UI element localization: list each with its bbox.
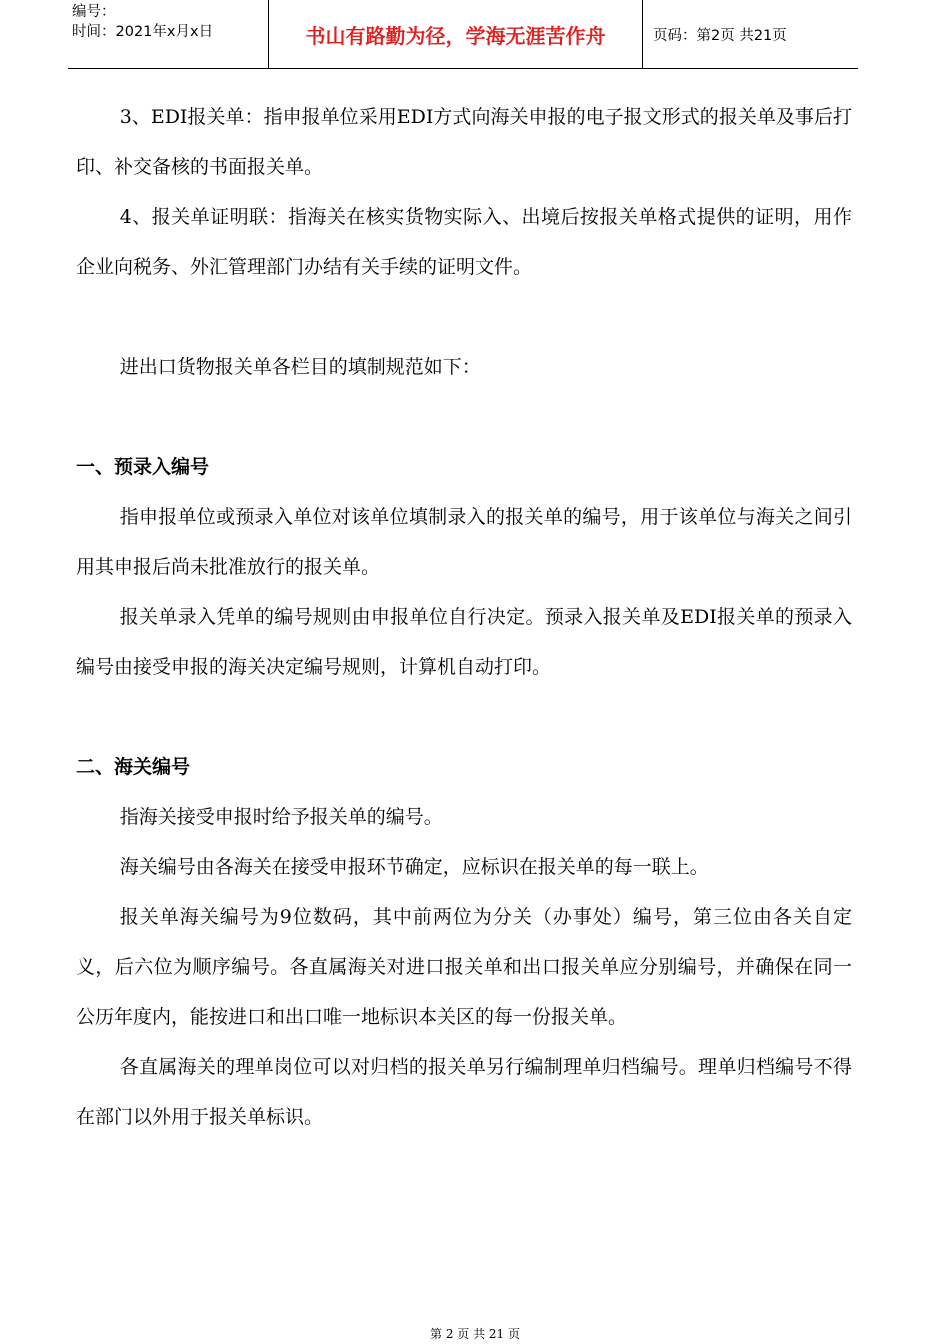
page-header — [68, 0, 858, 69]
number-label: 编号： — [72, 4, 116, 20]
paragraph-edi-line2: 关单及事后打印、补交备核的书面报关单。 — [76, 106, 852, 178]
paragraph-edi — [76, 92, 852, 192]
section-heading-1: 一、预录入编号 — [76, 456, 210, 478]
section2-paragraph3: 报关单海关编号为9位数码，其中前两位为分关（办事处）编号，第三位由各关自定义，后六位为顺序编号。各直属海关对进口报关单和出口报关单应分别编号，并确保在同一公历年度内，能按进口和出口唯一地标识本关区的每一份报关单。 — [76, 906, 852, 1028]
time-label: 时间：2021年x月x日 — [72, 24, 214, 40]
paragraph-certificate-line1: 4、报关单证明联：指海关在核实货物实际入、出境后按报关单格式提供的 — [119, 206, 756, 228]
section1-paragraph1: 指申报单位或预录入单位对该单位填制录入的报关单的编号，用于该单位与海关之间引用其申报后尚未批准放行的报关单。 — [76, 506, 852, 578]
document-body — [76, 92, 852, 1142]
page-footer: 第 2 页 共 21 页 — [430, 1327, 520, 1341]
intro-paragraph: 进出口货物报关单各栏目的填制规范如下： — [119, 356, 481, 378]
section2-paragraph4: 各直属海关的理单岗位可以对归档的报关单另行编制理单归档编号。理单归档编号不得在部门以外用于报关单标识。 — [76, 1056, 852, 1128]
paragraph-certificate — [76, 192, 852, 292]
section2-paragraph1: 指海关接受申报时给予报关单的编号。 — [119, 806, 443, 828]
header-meta — [68, 0, 269, 68]
paragraph-certificate-line2: 证明，用作企业向税务、外汇管理部门办结有关手续的证明文件。 — [76, 206, 852, 278]
header-motto: 书山有路勤为径，学海无涯苦作舟 — [269, 0, 643, 68]
section1-paragraph2: 报关单录入凭单的编号规则由申报单位自行决定。预录入报关单及EDI报关单的预录入编号由接受申报的海关决定编号规则，计算机自动打印。 — [76, 606, 852, 678]
section-heading-2: 二、海关编号 — [76, 756, 191, 778]
section2-paragraph2: 海关编号由各海关在接受申报环节确定，应标识在报关单的每一联上。 — [119, 856, 709, 878]
paragraph-edi-line1: 3、EDI报关单：指申报单位采用EDI方式向海关申报的电子报文形式的报 — [119, 106, 738, 128]
header-page-info: 页码：第2页 共21页 — [653, 27, 787, 44]
